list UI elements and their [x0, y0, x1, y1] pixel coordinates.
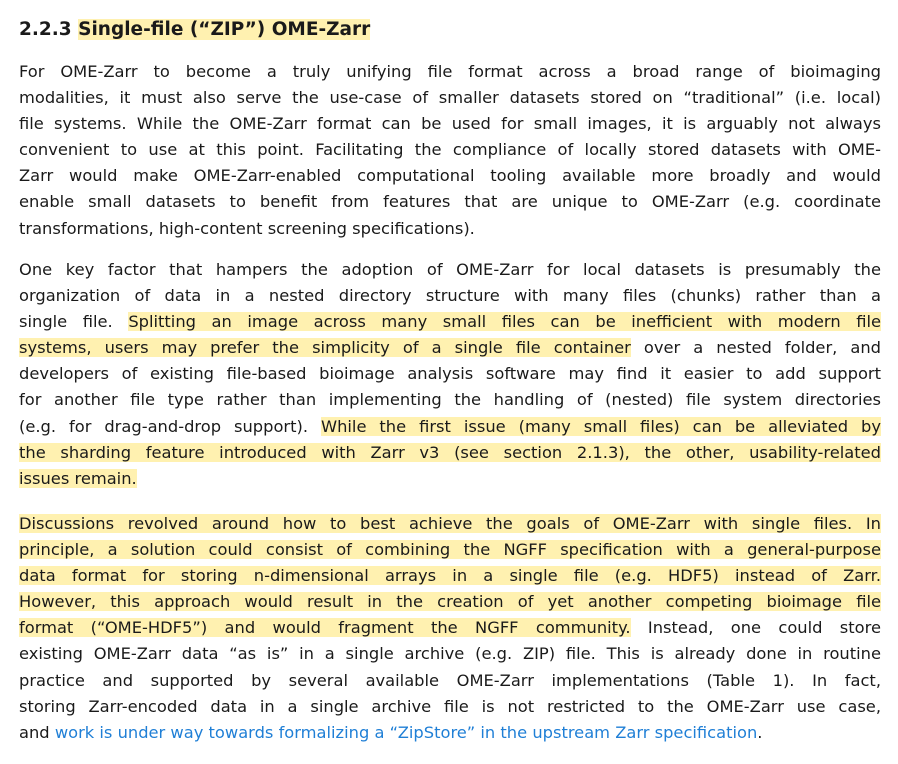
- text-segment: convenient to use at this point. Facilitating the compliance of locally stored datasets with OME-: [19, 140, 881, 160]
- text-line: [19, 440, 881, 466]
- text-line: [19, 111, 881, 137]
- text-line: [19, 189, 881, 215]
- text-line: [19, 694, 881, 720]
- paragraph-motivation: [19, 59, 881, 242]
- text-segment: practice and supported by several available OME-Zarr implementations (Table 1). In fact,: [19, 670, 881, 690]
- text-segment: (e.g. for drag-and-drop support).: [19, 416, 321, 436]
- text-line: [19, 589, 881, 615]
- text-segment: single file.: [19, 312, 129, 332]
- highlighted-text: issues remain.: [19, 468, 137, 488]
- text-segment: organization of data in a nested directory structure with many files (chunks) rather than a: [19, 286, 881, 306]
- text-line: [19, 466, 881, 492]
- zipstore-spec-link[interactable]: work is under way towards formalizing a “ZipStore” in the upstream Zarr specification: [54, 722, 758, 742]
- text-segment: For OME-Zarr to become a truly unifying file format across a broad range of bioimaging: [19, 62, 881, 81]
- text-segment: transformations, high-content screening specifications).: [19, 218, 475, 238]
- highlighted-text: However, this approach would result in the creation of yet another competing bioimage file: [19, 592, 881, 612]
- text-line: [19, 414, 881, 440]
- text-line: [19, 137, 881, 163]
- text-segment: storing Zarr-encoded data in a single archive file is not restricted to the OME-Zarr use case,: [19, 696, 881, 716]
- text-segment: file systems. While the OME-Zarr format can be used for small images, it is arguably not always: [19, 114, 881, 134]
- text-segment: and: [19, 722, 55, 742]
- text-segment: .: [757, 722, 763, 742]
- text-segment: existing OME-Zarr data “as is” in a single archive (e.g. ZIP) file. This is already done in routine: [19, 644, 881, 664]
- text-line: [19, 387, 881, 413]
- text-line: [19, 563, 881, 589]
- text-line: [19, 668, 881, 694]
- highlighted-text: the sharding feature introduced with Zarr v3 (see section 2.1.3), the other, usability-related: [19, 442, 881, 462]
- text-segment: developers of existing file-based bioimage analysis software may find it easier to add support: [19, 364, 881, 384]
- highlighted-text: While the first issue (many small files) can be alleviated by: [320, 416, 881, 436]
- text-segment: Zarr would make OME-Zarr-enabled computational tooling available more broadly and would: [19, 166, 881, 186]
- highlighted-text: Splitting an image across many small files can be inefficient with modern file: [128, 312, 882, 332]
- text-segment: modalities, it must also serve the use-case of smaller datasets stored on “traditional” (i.e. local): [19, 88, 881, 108]
- text-line: [19, 335, 881, 361]
- highlighted-text: Discussions revolved around how to best achieve the goals of OME-Zarr with single files. In: [19, 514, 881, 533]
- text-segment: over a nested folder, and: [630, 338, 881, 358]
- text-line: [19, 216, 881, 242]
- text-line: [19, 537, 881, 563]
- highlighted-text: principle, a solution could consist of combining the NGFF specification with a general-purpose: [19, 540, 881, 560]
- section-number: 2.2.3: [19, 19, 72, 40]
- text-line: [19, 720, 881, 746]
- text-line: [19, 615, 881, 641]
- text-line: [19, 257, 881, 283]
- highlighted-text: format (“OME-HDF5”) and would fragment the NGFF community.: [19, 618, 631, 638]
- text-segment: One key factor that hampers the adoption of OME-Zarr for local datasets is presumably the: [19, 260, 881, 279]
- text-line: [19, 163, 881, 189]
- highlighted-text: data format for storing n-dimensional arrays in a single file (e.g. HDF5) instead of Zarr.: [19, 566, 881, 586]
- text-line: [19, 641, 881, 667]
- text-line: [19, 283, 881, 309]
- text-segment: Instead, one could store: [630, 618, 881, 638]
- text-line: [19, 59, 881, 85]
- paragraph-adoption-factors: [19, 257, 881, 492]
- highlighted-text: systems, users may prefer the simplicity of a single file container: [19, 338, 631, 358]
- section-heading: [19, 18, 370, 42]
- paragraph-discussions: [19, 511, 881, 746]
- text-line: [19, 309, 881, 335]
- text-segment: for another file type rather than implementing the handling of (nested) file system directories: [19, 390, 881, 410]
- text-line: [19, 85, 881, 111]
- text-segment: enable small datasets to benefit from features that are unique to OME-Zarr (e.g. coordinate: [19, 192, 881, 212]
- text-line: [19, 361, 881, 387]
- section-title: Single-file (“ZIP”) OME-Zarr: [78, 19, 371, 40]
- text-line: [19, 511, 881, 537]
